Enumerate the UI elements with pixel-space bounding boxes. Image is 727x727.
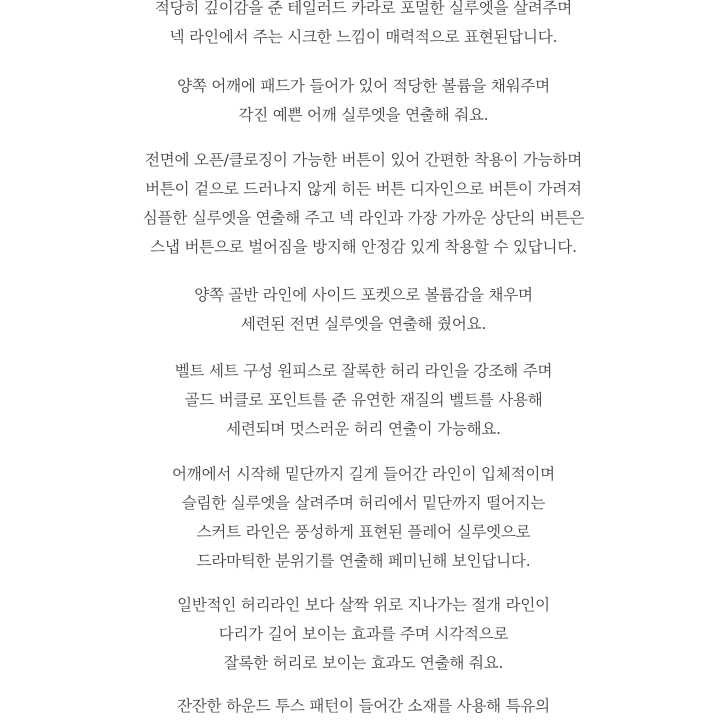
paragraph-skirt bbox=[0, 460, 727, 576]
text-line: 스커트 라인은 풍성하게 표현된 플레어 실루엣으로 bbox=[196, 523, 531, 541]
text-line: 버튼이 겉으로 드러나지 않게 히든 버튼 디자인으로 버튼이 가려져 bbox=[145, 180, 582, 198]
text-line: 슬림한 실루엣을 살려주며 허리에서 밑단까지 떨어지는 bbox=[181, 494, 546, 512]
text-line: 스냅 버튼으로 벌어짐을 방지해 안정감 있게 착용할 수 있답니다. bbox=[150, 238, 577, 256]
paragraph-waistline bbox=[0, 591, 727, 678]
text-line: 적당히 깊이감을 준 테일러드 카라로 포멀한 실루엣을 살려주며 bbox=[154, 0, 573, 17]
text-line: 드라마틱한 분위기를 연출해 페미닌해 보인답니다. bbox=[196, 552, 531, 570]
paragraph-belt bbox=[0, 357, 727, 444]
paragraph-fabric bbox=[0, 692, 727, 721]
text-line: 넥 라인에서 주는 시크한 느낌이 매력적으로 표현된답니다. bbox=[169, 28, 558, 46]
paragraph-pockets bbox=[0, 281, 727, 339]
paragraph-shoulder bbox=[0, 72, 727, 130]
text-line: 양쪽 어깨에 패드가 들어가 있어 적당한 볼륨을 채워주며 bbox=[177, 77, 550, 95]
text-line: 심플한 실루엣을 연출해 주고 넥 라인과 가장 가까운 상단의 버튼은 bbox=[142, 209, 585, 227]
text-line: 양쪽 골반 라인에 사이드 포켓으로 볼륨감을 채우며 bbox=[194, 286, 533, 304]
text-line: 골드 버클로 포인트를 준 유연한 재질의 벨트를 사용해 bbox=[184, 391, 543, 409]
text-line: 다리가 길어 보이는 효과를 주며 시각적으로 bbox=[218, 625, 509, 643]
text-line: 세련된 전면 실루엣을 연출해 줬어요. bbox=[240, 315, 487, 333]
text-line: 전면에 오픈/클로징이 가능한 버튼이 있어 간편한 착용이 가능하며 bbox=[145, 151, 582, 169]
text-line: 어깨에서 시작해 밑단까지 길게 들어간 라인이 입체적이며 bbox=[172, 465, 555, 483]
text-line: 잘록한 허리로 보이는 효과도 연출해 줘요. bbox=[223, 654, 504, 672]
paragraph-collar bbox=[0, 0, 727, 52]
text-line: 각진 예쁜 어깨 실루엣을 연출해 줘요. bbox=[238, 106, 489, 124]
text-line: 벨트 세트 구성 원피스로 잘록한 허리 라인을 강조해 주며 bbox=[174, 362, 553, 380]
text-line: 세련되며 멋스러운 허리 연출이 가능해요. bbox=[226, 420, 501, 438]
text-line: 잔잔한 하운드 투스 패턴이 들어간 소재를 사용해 특유의 bbox=[177, 697, 550, 715]
paragraph-buttons bbox=[0, 146, 727, 262]
text-line: 일반적인 허리라인 보다 살짝 위로 지나가는 절개 라인이 bbox=[177, 596, 550, 614]
